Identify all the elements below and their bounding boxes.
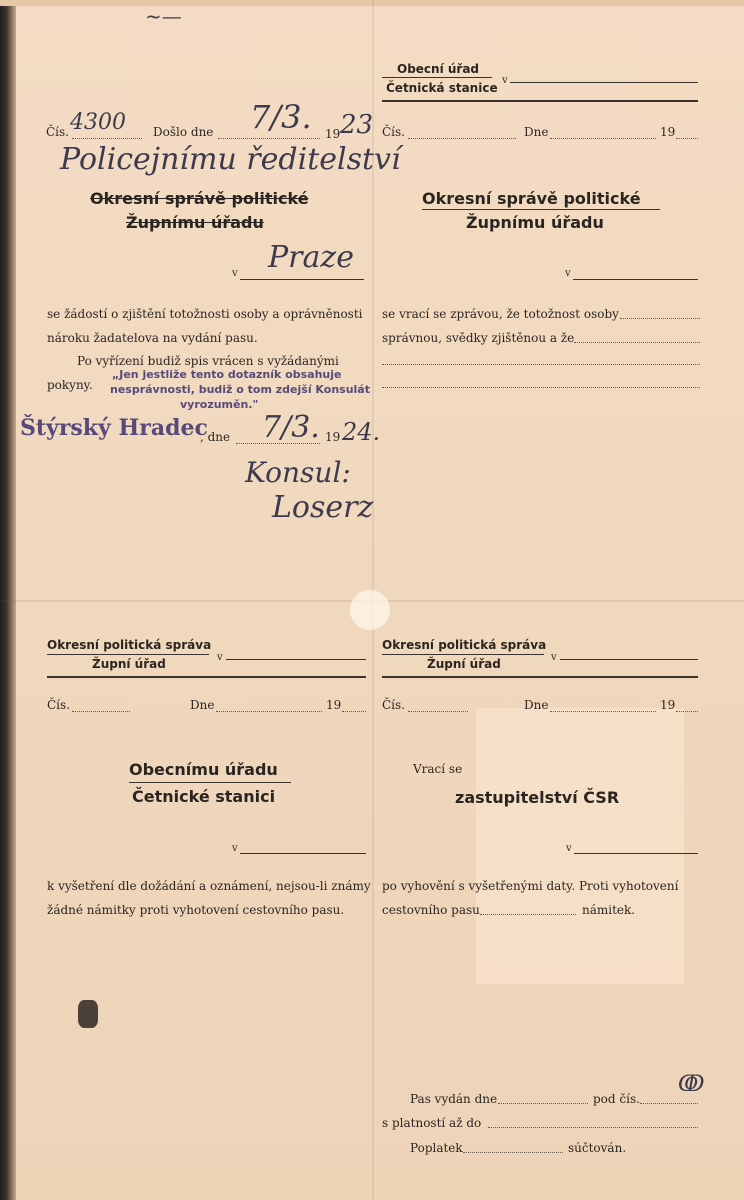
- lb-cis-label: Čís.: [47, 698, 70, 712]
- header-bottom-rule: [382, 100, 698, 102]
- lb-v: v: [217, 652, 223, 663]
- right-text-line-1: se vrací se zprávou, že totožnost osoby: [382, 307, 619, 321]
- right-text-line-2: správnou, svědky zjištěnou a že: [382, 331, 575, 345]
- stamp-line-2: nesprávnosti, budiž o tom zdejší Konsulát: [110, 383, 370, 396]
- rb-pod-cis-dots: [640, 1103, 698, 1104]
- lb-year-dots: [342, 711, 366, 712]
- stamp-line-3: vyrozuměn.": [180, 398, 259, 411]
- rb-suctovan: súčtován.: [568, 1141, 627, 1155]
- rb-rule: [382, 676, 698, 678]
- year-prefix: 19: [325, 127, 341, 141]
- lb-office-rule: [47, 654, 209, 655]
- lb-v-line: [226, 659, 366, 660]
- rb-poplatek: Poplatek: [410, 1141, 463, 1155]
- rb-cis-dots: [408, 711, 468, 712]
- right-text-dots-2: [574, 342, 700, 343]
- stamp-line-1: „Jen jestliže tento dotazník obsahuje: [112, 368, 342, 381]
- right-text-dots-1: [620, 318, 700, 319]
- request-line-4: pokyny.: [47, 378, 93, 392]
- rb-cis-label: Čís.: [382, 698, 405, 712]
- v-label: v: [232, 268, 238, 279]
- lb-recipient-2: Četnické stanici: [132, 787, 276, 806]
- rb-platnost: s platností až do: [382, 1116, 482, 1130]
- rb-text-line-2b: námitek.: [582, 903, 636, 917]
- rb-v: v: [551, 652, 557, 663]
- header-office-1: Obecní úřad: [397, 62, 480, 76]
- year-prefix-2: 19: [325, 430, 341, 444]
- lb-office-2: Župní úřad: [92, 657, 166, 671]
- lb-recipient-1: Obecnímu úřadu: [129, 760, 278, 779]
- right-text-dots-4: [382, 387, 700, 388]
- rb-text-dots: [480, 914, 576, 915]
- rb-v-line: [560, 659, 698, 660]
- cis-handwritten: 4300: [70, 110, 126, 135]
- v-line: [240, 279, 364, 280]
- cis-label: Čís.: [46, 125, 69, 139]
- city-handwritten: Praze: [268, 240, 354, 275]
- rb-v2-line: [574, 853, 698, 854]
- request-line-2: nároku žadatelova na vydání pasu.: [47, 331, 258, 345]
- rb-year-dots: [676, 711, 698, 712]
- cis-dots: [72, 138, 142, 139]
- header-office-2: Četnická stanice: [386, 81, 498, 95]
- lb-dne-label: Dne: [190, 698, 215, 712]
- faded-patch: [476, 708, 684, 984]
- rb-office-rule: [382, 654, 544, 655]
- place-stamp: Štýrský Hradec: [20, 415, 208, 441]
- lb-dne-dots: [216, 711, 322, 712]
- signature-name: Loserz: [272, 490, 374, 525]
- doslo-dots: [218, 138, 320, 139]
- lb-v2-line: [240, 853, 366, 854]
- lb-text-line-1: k vyšetření dle dožádání a oznámení, nejsou-li známy: [47, 879, 371, 893]
- rb-pen-mark: ↂ: [678, 1072, 705, 1097]
- year-handwritten: 23: [340, 110, 374, 140]
- paper-stain: [350, 590, 390, 630]
- lb-office-1: Okresní politická správa: [47, 638, 212, 652]
- lb-recipient-rule: [129, 782, 291, 783]
- signature-title: Konsul:: [245, 456, 351, 489]
- rb-pas-vydan: Pas vydán dne: [410, 1092, 498, 1106]
- rb-dne-label: Dne: [524, 698, 549, 712]
- rb-text-line-1: po vyhovění s vyšetřenými daty. Proti vyhotovení: [382, 879, 679, 893]
- lb-year-prefix: 19: [326, 698, 342, 712]
- lb-cis-dots: [72, 711, 130, 712]
- rb-pod-cis: pod čís.: [593, 1092, 640, 1106]
- date-handwritten: 7/3.: [262, 410, 320, 445]
- rb-year-prefix: 19: [660, 698, 676, 712]
- header-rule: [382, 77, 492, 78]
- recipient-handwritten: Policejnímu ředitelství: [60, 142, 401, 177]
- lb-text-line-2: žádné námitky proti vyhotovení cestovního pasu.: [47, 903, 345, 917]
- right-office-rule: [422, 209, 660, 210]
- rb-office-1: Okresní politická správa: [382, 638, 547, 652]
- right-v-label: v: [565, 268, 571, 279]
- doslo-handwritten: 7/3.: [250, 98, 312, 136]
- rb-office-2: Župní úřad: [427, 657, 501, 671]
- right-cis-dots: [408, 138, 516, 139]
- right-v-line: [573, 279, 698, 280]
- lb-rule: [47, 676, 366, 678]
- dne-label: , dne: [200, 430, 231, 444]
- rb-vraci-se: Vrací se: [413, 762, 463, 776]
- right-year-prefix: 19: [660, 125, 676, 139]
- office-struck-2: Župnímu úřadu: [126, 213, 264, 232]
- header-v-line: [510, 82, 698, 83]
- right-office-2: Župnímu úřadu: [466, 213, 604, 232]
- right-cis-label: Čís.: [382, 125, 405, 139]
- rb-platnost-dots: [488, 1127, 698, 1128]
- rb-dne-dots: [550, 711, 656, 712]
- right-office-1: Okresní správě politické: [422, 189, 641, 208]
- pen-mark: ~—: [145, 4, 182, 28]
- rb-pas-dots: [498, 1103, 588, 1104]
- request-line-1: se žádostí o zjištění totožnosti osoby a oprávněnosti: [47, 307, 363, 321]
- request-line-3: Po vyřízení budiž spis vrácen s vyžádanými: [77, 354, 339, 368]
- right-text-dots-3: [382, 364, 700, 365]
- header-v: v: [502, 75, 508, 86]
- lb-v2: v: [232, 843, 238, 854]
- doslo-label: Došlo dne: [153, 125, 214, 139]
- right-year-dots: [676, 138, 698, 139]
- rb-text-line-2a: cestovního pasu: [382, 903, 480, 917]
- right-dne-label: Dne: [524, 125, 549, 139]
- right-dne-dots: [550, 138, 656, 139]
- paper-hole: [78, 1000, 98, 1028]
- office-struck-1: Okresní správě politické: [90, 189, 309, 208]
- year-handwritten-2: 24.: [342, 418, 381, 446]
- rb-v2: v: [566, 843, 572, 854]
- rb-poplatek-dots: [463, 1152, 563, 1153]
- rb-recipient: zastupitelství ČSR: [455, 788, 620, 807]
